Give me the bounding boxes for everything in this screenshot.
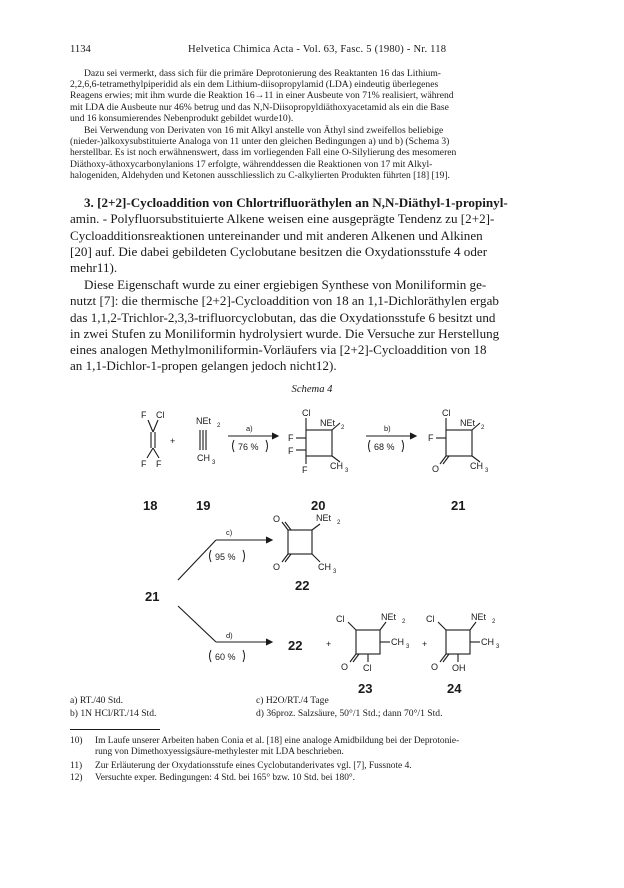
condition-c: c) H2O/RT./4 Tage — [256, 695, 329, 706]
ring — [356, 630, 380, 654]
scheme-label: Cl — [363, 663, 372, 673]
compound-number: 18 — [143, 498, 158, 513]
bond — [443, 654, 449, 662]
footnote-text: rung von Dimethoxyessigsäure-methylester mit LDA beschrieben. — [95, 747, 344, 757]
footnote-12 — [70, 773, 570, 785]
scheme-label: CH — [318, 562, 331, 572]
scheme-label: NEt — [471, 612, 487, 622]
text-line: Bei Verwendung von Derivaten von 16 mit Alkyl anstelle von Äthyl sind zweifellos beliebige — [84, 125, 444, 136]
bond — [443, 456, 449, 464]
text-line: mehr11). — [70, 260, 118, 276]
scheme-label: NEt — [316, 513, 332, 523]
scheme-label: 95 % — [215, 552, 236, 562]
bond — [148, 420, 153, 432]
scheme-label: 3 — [333, 569, 337, 575]
atom-label: NEt — [196, 416, 212, 426]
compound-number: 23 — [358, 681, 373, 696]
text-line: nutzt [7]: die thermische [2+2]-Cycloaddition von 18 an 1,1-Dichloräthylen ergab — [70, 293, 499, 309]
scheme-label: 60 % — [215, 652, 236, 662]
footnote-text: Zur Erläuterung der Oxydationsstufe eines Cyclobutanderivates vgl. [7], Fussnote 4. — [95, 761, 412, 771]
text-line: (nieder-)alkoxysubstituierte Analoga von 11 unter den gleichen Bedingungen a) und b) (Schema 3) — [70, 136, 450, 148]
text-line: an 1,1-Dichlor-1-propen gelangen jedoch nicht12). — [70, 358, 337, 374]
compound-number: 21 — [145, 589, 160, 604]
scheme-stroke — [233, 440, 235, 452]
footnote-number: 10) — [70, 736, 83, 746]
scheme-stroke — [210, 550, 212, 562]
scheme-stroke — [243, 550, 245, 562]
scheme-label: 68 % — [374, 442, 395, 452]
scheme-label: d) — [226, 631, 233, 640]
footnote-number: 11) — [70, 761, 83, 771]
scheme-label: b) — [384, 424, 391, 433]
atom-label: CH — [197, 453, 210, 463]
text-line: Reagens erwies; mit ihm wurde die Reaktion 16→11 in einer Ausbeute von 71% realisiert, während — [70, 90, 454, 102]
condition-b: b) 1N HCl/RT./14 Std. — [70, 708, 157, 719]
bond — [147, 448, 153, 458]
scheme-label: 3 — [496, 644, 500, 650]
text-line: mit LDA die Ausbeute nur 46% betrug und das N,N-Diisopropyldiäthoxyacetamid als ein die Base — [70, 101, 449, 113]
scheme-label: Cl — [336, 614, 345, 624]
scheme-stroke — [143, 498, 465, 696]
scheme-label: O — [273, 514, 281, 524]
text-line: amin. - Polyfluorsubstituierte Alkene weisen eine ausgeprägte Tendenz zu [2+2]- — [70, 211, 495, 227]
ring — [288, 530, 312, 554]
page-number: 1134 — [70, 44, 91, 55]
ring — [446, 630, 470, 654]
scheme-label: 2 — [341, 425, 345, 431]
scheme-stroke — [369, 440, 371, 452]
paragraph-1 — [70, 68, 570, 124]
scheme-label: NEt — [381, 612, 397, 622]
bond — [380, 622, 386, 630]
bond — [470, 622, 476, 630]
compound-number: 22 — [288, 638, 303, 653]
scheme-label: OH — [452, 663, 466, 673]
text-line: halogeniden, Aldehyden und Ketonen ausschliesslich zu C-alkylierten Produkten führten [18] [19]. — [70, 169, 450, 181]
scheme-stroke — [210, 650, 212, 662]
footnote-text: Im Laufe unserer Arbeiten haben Conia et al. [18] eine analoge Amidbildung bei der Deprotonie- — [95, 736, 460, 746]
scheme-label: 3 — [485, 468, 489, 474]
bond — [440, 654, 446, 662]
scheme-label: 2 — [402, 619, 406, 625]
scheme-label: 2 — [337, 520, 341, 526]
reaction-scheme — [0, 398, 624, 698]
condition-a: a) RT./40 Std. — [70, 695, 124, 706]
compound-number: 22 — [295, 578, 310, 593]
atom-label: Cl — [156, 410, 165, 420]
scheme-label: Cl — [426, 614, 435, 624]
scheme-label: 2 — [217, 423, 221, 429]
arrow-head — [266, 639, 272, 645]
scheme-label: 2 — [481, 425, 485, 431]
footnote-text: Versuchte exper. Bedingungen: 4 Std. bei 165° bzw. 10 Std. bei 180°. — [95, 773, 355, 783]
text-line: Diäthoxy-äthoxycarbonylanions 17 erfolgte, währenddessen die Reaktionen von 17 mit Alkyl- — [70, 158, 433, 170]
scheme-label: F — [302, 465, 308, 475]
compound-number: 19 — [196, 498, 211, 513]
arrow-head — [272, 433, 278, 439]
scheme-label: 3 — [212, 460, 216, 466]
scheme-title: Schema 4 — [291, 384, 333, 395]
branch-line — [178, 606, 216, 642]
ring — [306, 430, 332, 456]
text-line: Dazu sei vermerkt, dass sich für die primäre Deprotonierung des Reaktanten 16 das Lithium- — [84, 68, 441, 79]
ring — [446, 430, 472, 456]
text-line: das 1,1,2-Trichlor-2,3,3-trifluorcyclobutan, das die Oxydationsstufe 6 besitzt und — [70, 309, 496, 325]
scheme-label: + — [326, 639, 332, 649]
bond — [153, 420, 158, 432]
footnote-10 — [70, 736, 570, 760]
scheme-label: NEt — [460, 418, 476, 428]
bond — [350, 654, 356, 662]
arrow-head — [410, 433, 416, 439]
bond — [440, 456, 446, 464]
scheme-label: Cl — [302, 408, 311, 418]
scheme-stroke — [402, 440, 404, 452]
condition-d: d) 36proz. Salzsäure, 50°/1 Std.; dann 70°/1 Std. — [256, 708, 443, 719]
scheme-label: O — [431, 662, 439, 672]
scheme-label: Cl — [442, 408, 451, 418]
scheme-label: CH — [481, 637, 494, 647]
scheme-label: CH — [391, 637, 404, 647]
paragraph-4 — [70, 277, 570, 375]
scheme-label: 3 — [406, 644, 410, 650]
text-line: Cycloadditionsreaktionen untereinander und mit anderen Alkenen und Alkinen — [70, 227, 483, 243]
scheme-label: + — [422, 639, 428, 649]
scheme-label: O — [273, 562, 281, 572]
compound-number: 24 — [447, 681, 462, 696]
journal-title: Helvetica Chimica Acta - Vol. 63, Fasc. 5 (1980) - Nr. 118 — [188, 44, 447, 55]
scheme-label: c) — [226, 528, 233, 537]
footnote-rule — [70, 729, 160, 730]
scheme-label: 3 — [345, 468, 349, 474]
atom-label: F — [156, 459, 162, 469]
text-line: eines analogen Methylmoniliformin-Vorläufers via [2+2]-Cycloaddition von 18 — [70, 342, 487, 358]
text-line: und 16 konsumierendes Nebenprodukt gebildet wurde10). — [70, 112, 294, 124]
step-label: a) — [246, 424, 253, 433]
footnote-number: 12) — [70, 773, 83, 783]
footnote-11 — [70, 761, 570, 773]
text-line: 2,2,6,6-tetramethylpiperidid als ein dem Lithium-diisopropylamid (LDA) eindeutig überlegenes — [70, 79, 439, 91]
bond — [438, 622, 446, 630]
scheme-stroke — [266, 440, 268, 452]
scheme-label: O — [432, 464, 440, 474]
bond — [285, 522, 291, 530]
scheme-label: 2 — [492, 619, 496, 625]
bond — [353, 654, 359, 662]
bond — [282, 554, 288, 562]
bond — [348, 622, 356, 630]
text-line: herstellbar. Es ist noch erwähnenswert, dass im vorliegenden Fall eine O-Silylierung des mesomeren — [70, 147, 457, 159]
text-line: [20] auf. Die dabei gebildeten Cyclobutane besitzen die Oxydationsstufe 4 oder — [70, 243, 488, 259]
bond — [153, 448, 159, 458]
bond — [282, 522, 288, 530]
yield-label: 76 % — [238, 442, 259, 452]
atom-label: F — [141, 410, 147, 420]
section-heading: 3. [2+2]-Cycloaddition von Chlortrifluoräthylen an N,N-Diäthyl-1-propinyl- — [84, 195, 508, 210]
scheme-label: CH — [470, 461, 483, 471]
compound-number: 20 — [311, 498, 326, 513]
scheme-label: F — [288, 433, 294, 443]
arrow-head — [266, 537, 272, 543]
scheme-label: F — [428, 433, 434, 443]
scheme-label: F — [288, 446, 294, 456]
atom-label: F — [141, 459, 147, 469]
scheme-label: O — [341, 662, 349, 672]
text-line: Diese Eigenschaft wurde zu einer ergiebigen Synthese von Moniliformin ge- — [84, 277, 487, 292]
plus-sign: + — [170, 436, 176, 446]
scheme-label: CH — [330, 461, 343, 471]
section-3 — [70, 195, 570, 276]
bond — [312, 554, 320, 562]
text-line: in zwei Stufen zu Moniliformin hydrolysiert wurde. Die Versuche zur Herstellung — [70, 325, 500, 341]
paragraph-2 — [70, 125, 570, 181]
bond — [312, 524, 320, 530]
scheme-stroke — [243, 650, 245, 662]
scheme-label: NEt — [320, 418, 336, 428]
bond — [285, 554, 291, 562]
compound-number: 21 — [451, 498, 466, 513]
